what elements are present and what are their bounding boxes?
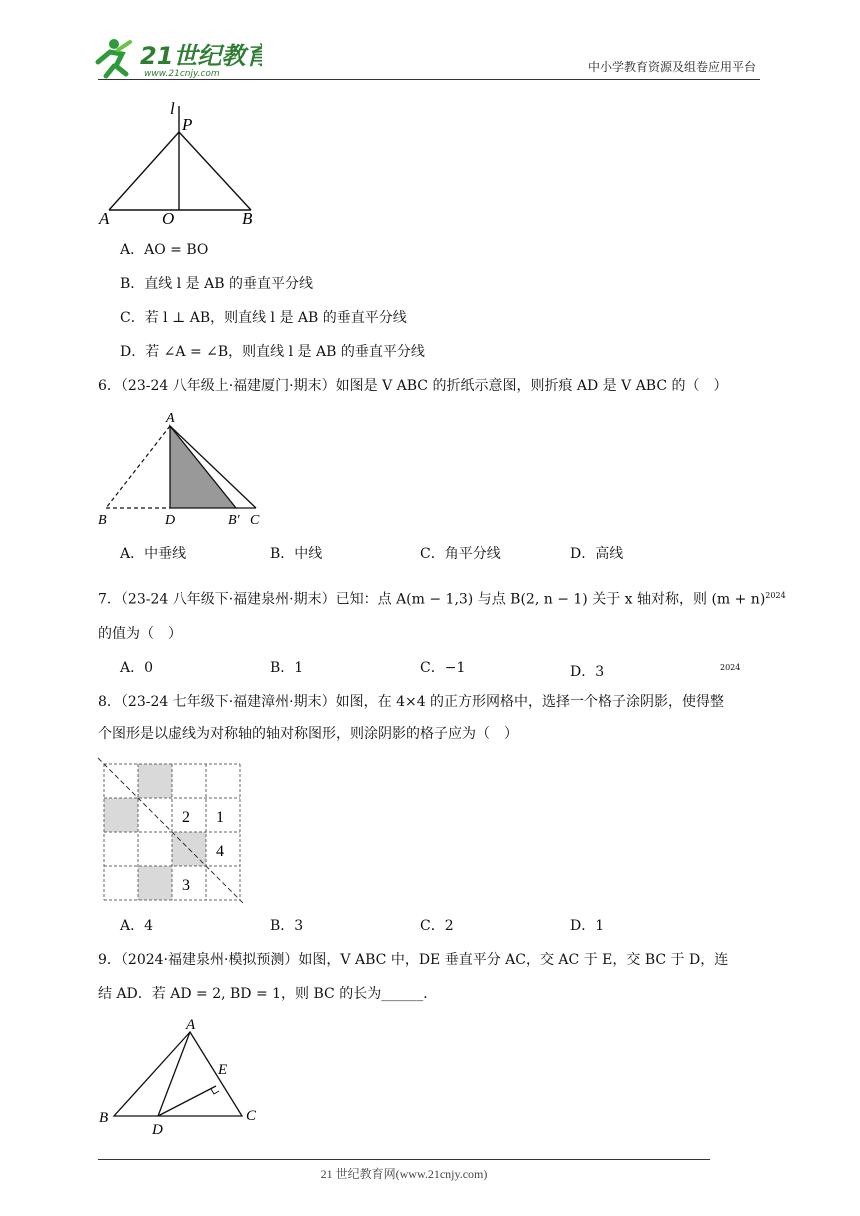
label-P: P [182, 115, 193, 134]
q8-stem-line2: 个图形是以虚线为对称轴的轴对称图形，则涂阴影的格子应为（ ） [98, 726, 518, 742]
site-logo [92, 36, 262, 80]
cell-label-1: 1 [216, 809, 224, 826]
q5-option-b: B．直线 l 是 AB 的垂直平分线 [120, 276, 313, 292]
label-O: O [162, 209, 175, 228]
q8-option-d: D．1 [570, 918, 605, 934]
q9-stem-line1: 9．（2024·福建泉州·模拟预测）如图，V ABC 中，DE 垂直平分 AC，交 AC 于 E，交 BC 于 D，连 [98, 952, 729, 968]
q7-option-d: D．3 $^{2024}$ [570, 663, 741, 680]
label-C: C [246, 1108, 257, 1124]
q5-option-d: D．若 ∠A = ∠B，则直线 l 是 AB 的垂直平分线 [120, 344, 425, 360]
logo-url: www.21cnjy.com [144, 69, 220, 79]
label-l: l [170, 99, 175, 118]
label-C: C [250, 513, 260, 528]
figure-folded-triangle [96, 408, 276, 532]
cell-label-2: 2 [182, 809, 190, 826]
q6-option-a: A．中垂线 [120, 546, 187, 562]
logo-text: 21世纪教育 [140, 42, 262, 70]
q6-options [120, 544, 720, 564]
runner-logo-icon [98, 39, 130, 76]
q7-option-a: A．0 [120, 660, 154, 676]
q8-stem-line1: 8．（23-24 七年级下·福建漳州·期末）如图，在 4×4 的正方形网格中，选择一个格子涂阴影，使得整 [98, 694, 725, 710]
label-B: B [99, 1110, 109, 1126]
q6-option-c: C．角平分线 [420, 546, 501, 562]
cell-label-4: 4 [216, 843, 224, 860]
label-D: D [165, 513, 176, 528]
q7-option-c: C．−1 [420, 660, 466, 676]
q6-option-d: D．高线 [570, 546, 624, 562]
q5-option-c: C．若 l ⊥ AB，则直线 l 是 AB 的垂直平分线 [120, 310, 407, 326]
q5-option-a: A．AO = BO [120, 242, 209, 258]
q8-option-c: C．2 [420, 918, 454, 934]
label-B-prime: B′ [228, 513, 240, 528]
q7-options [120, 658, 741, 682]
q6-option-b: B．中线 [270, 546, 323, 562]
label-B: B [242, 209, 253, 228]
footer-text: 21 世纪教育网(www.21cnjy.com) [320, 1167, 488, 1181]
q8-option-a: A．4 [120, 918, 154, 934]
q7-option-b: B．1 [270, 660, 304, 676]
header-divider [98, 79, 760, 80]
figure-grid-4x4 [96, 756, 246, 904]
label-D: D [152, 1122, 163, 1138]
figure-triangle-bisector [96, 1016, 266, 1140]
q7-exponent: 2024 [765, 591, 786, 600]
cell-label-3: 3 [182, 877, 190, 894]
label-A: A [166, 411, 175, 426]
label-E: E [218, 1062, 228, 1078]
footer-divider [98, 1159, 710, 1160]
label-A: A [99, 209, 110, 228]
label-A: A [186, 1017, 196, 1033]
q9-stem-line2: 结 AD．若 AD = 2, BD = 1，则 BC 的长为______． [98, 986, 438, 1002]
q7-stem-line1: 7．（23-24 八年级下·福建泉州·期末）已知：点 A(m − 1,3) 与点 B(2, n − 1) 关于 x 轴对称，则 $(m + n)^{2024}$ [98, 591, 786, 608]
q6-stem: 6．（23-24 八年级上·福建厦门·期末）如图是 V ABC 的折纸示意图，则折痕 AD 是 V ABC 的（ ） [98, 378, 728, 394]
platform-tagline: 中小学教育资源及组卷应用平台 [587, 60, 756, 74]
label-B: B [98, 513, 107, 528]
q7-stem-line2: 的值为（ ） [98, 626, 182, 642]
q8-options [120, 916, 720, 936]
q8-option-b: B．3 [270, 918, 304, 934]
figure-perpendicular-line [96, 98, 266, 228]
